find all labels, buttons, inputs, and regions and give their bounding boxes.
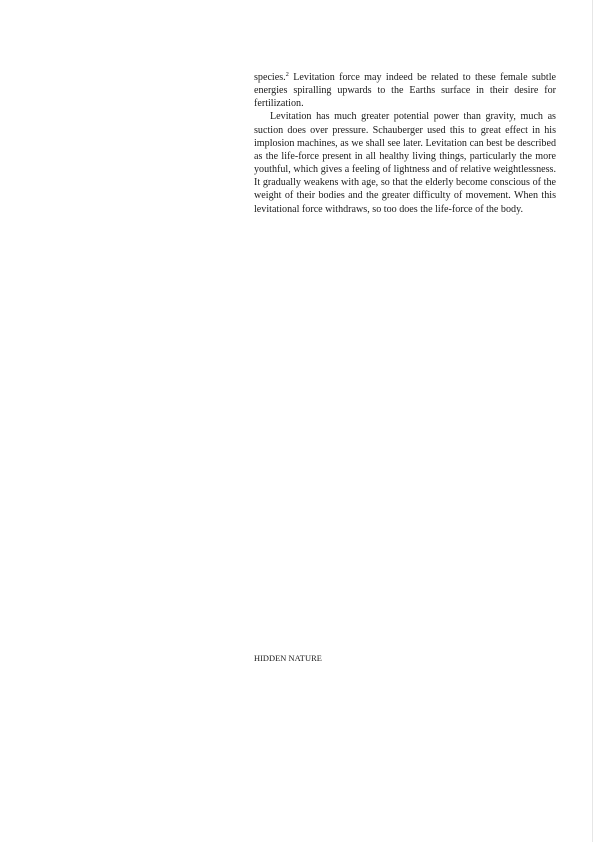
paragraph-1 (254, 71, 556, 110)
paragraph-2: Levitation has much greater potential power than gravity, much as suction does over pressure. Schauberger used this to great effect in his implosion machines, as we shall see later. Levitation can best be described as the life-force present in all healthy living things, particularly the more youthful, which gives a feeling of lightness and of relative weightlessness. It gradually weakens with age, so that the elderly become conscious of the weight of their bodies and the greater difficulty of movement. When this levitational force withdraws, so too does the life-force of the body. (254, 111, 556, 215)
running-footer: HIDDEN NATURE (254, 654, 322, 663)
body-text (254, 71, 556, 216)
footnote-reference[interactable]: 2 (285, 71, 289, 78)
paragraph-1-text: Levitation force may indeed be related to these female subtle energies spiralling upwards to the Earths surface in their desire for fertilization. (254, 72, 556, 110)
paragraph-1-lead: species. (254, 72, 286, 83)
page-edge-divider (592, 0, 593, 842)
